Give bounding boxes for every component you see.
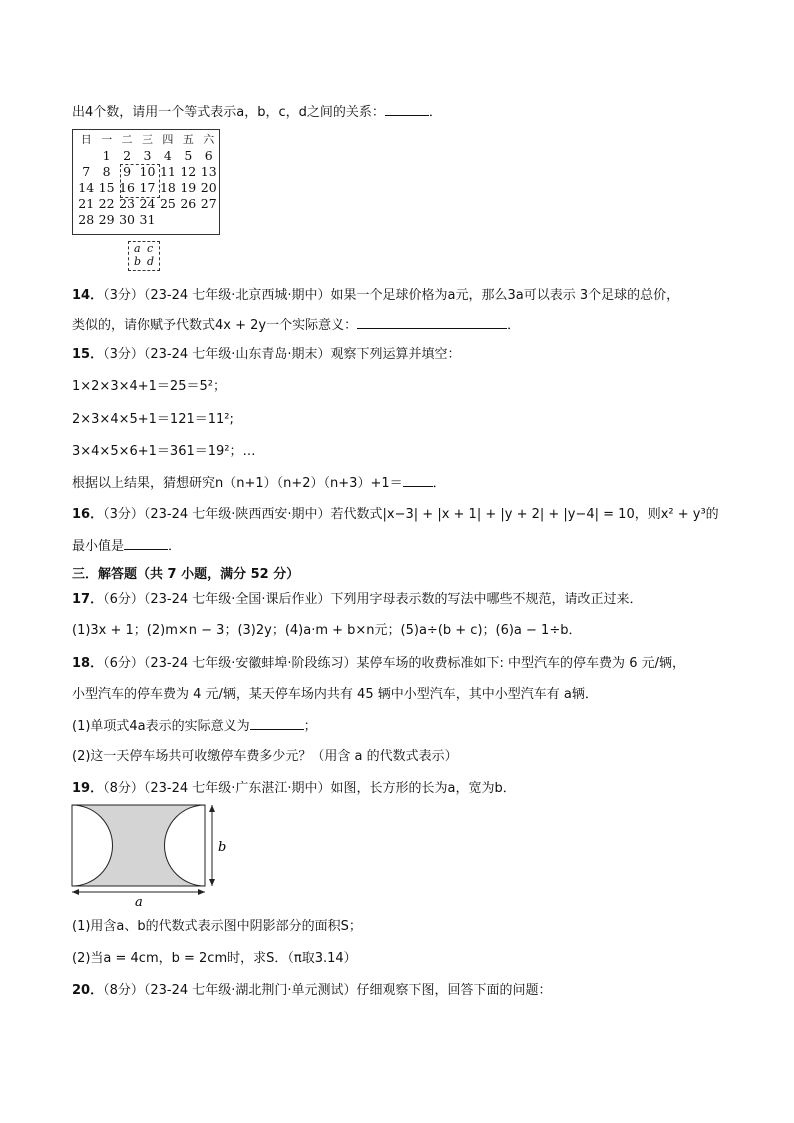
calendar-cell: 2 — [123, 148, 132, 163]
calendar-cell: 4 — [163, 148, 172, 163]
calendar-cell: 21 — [78, 196, 95, 211]
q20-number: 20． — [72, 983, 104, 998]
intro-line: 出4个数，请用一个等式表示a，b，c，d之间的关系： ． — [72, 102, 442, 123]
calendar-cell: 12 — [180, 164, 197, 179]
calendar-cell: 18 — [159, 180, 176, 195]
q14-text2: 类似的，请你赋予代数式4x + 2y一个实际意义： — [72, 318, 358, 333]
calendar-cell: 29 — [98, 212, 115, 227]
calendar-cell: 1 — [102, 148, 111, 163]
q18-sub1: (1)单项式4a表示的实际意义为 — [72, 719, 250, 734]
q18-text1: 某停车场的收费标准如下: 中型汽车的停车费为 6 元/辆， — [356, 656, 685, 671]
q17-line1 — [72, 590, 643, 610]
q18-sub2: (2)这一天停车场共可收缴停车费多少元？（用含 a 的代数式表示） — [72, 749, 458, 764]
q15-eq1: 1×2×3×4+1＝25＝5²； — [72, 379, 226, 394]
calendar-cell: 23 — [119, 196, 135, 211]
q14-meta: （3分）（23-24 七年级·北京西城·期中） — [103, 288, 331, 303]
q14-answer-blank — [357, 315, 507, 329]
calendar-row — [76, 196, 219, 212]
q17-meta: （6分）（23-24 七年级·全国·课后作业） — [103, 592, 331, 607]
q19-meta: （8分）（23-24 七年级·广东湛江·期中） — [103, 781, 331, 796]
calendar-header-cell: 二 — [121, 133, 133, 146]
calendar-cell: 24 — [139, 196, 156, 211]
calendar-cell: 9 — [123, 164, 132, 179]
q19-sub1: (1)用含a、b的代数式表示图中阴影部分的面积S； — [72, 919, 362, 934]
calendar-row — [76, 212, 219, 228]
q14-line2: 类似的，请你赋予代数式4x + 2y一个实际意义： ． — [72, 315, 520, 336]
q18-answer-blank — [250, 716, 304, 730]
calendar-cell: 22 — [98, 196, 115, 211]
q14-line1 — [72, 286, 679, 306]
calendar-cell: 6 — [204, 148, 213, 163]
q15-meta: （3分）（23-24 七年级·山东青岛·期末） — [103, 347, 331, 362]
q17-number: 17． — [72, 592, 104, 607]
label-b: b — [134, 255, 142, 268]
calendar-cell: 28 — [78, 212, 95, 227]
label-a: a — [134, 242, 141, 255]
b-arrow-bottom — [209, 879, 215, 886]
q15-text: 观察下列运算并填空： — [330, 347, 461, 362]
calendar-cell: 30 — [119, 212, 135, 227]
q19-text: 如图，长方形的长为a，宽为b． — [330, 781, 516, 796]
q18-line1 — [72, 654, 685, 674]
calendar-header — [76, 132, 219, 148]
calendar-cell: 27 — [200, 196, 217, 211]
calendar-cell: 8 — [102, 164, 111, 179]
q15-line1 — [72, 345, 461, 365]
q16-line1 — [72, 505, 719, 525]
a-arrow-left — [72, 889, 79, 895]
q19-number: 19． — [72, 781, 104, 796]
calendar-header-cell: 一 — [101, 133, 113, 146]
q18-meta: （6分）（23-24 七年级·安徽蚌埠·阶段练习） — [103, 656, 357, 671]
b-arrow-top — [209, 805, 215, 812]
q14-number: 14． — [72, 288, 104, 303]
q17-items: (1)3x + 1；(2)m×n − 3；(3)2y；(4)a·m + b×n元；(5)a÷(b + c)；(6)a − 1÷b． — [72, 623, 582, 638]
calendar-cell: 26 — [180, 196, 197, 211]
q15-eq3: 3×4×5×6+1＝361＝19²；… — [72, 444, 256, 459]
calendar-cell: 19 — [180, 180, 197, 195]
calendar-header-cell: 四 — [162, 133, 174, 146]
calendar-cell — [158, 212, 178, 228]
calendar-cell: 16 — [119, 180, 135, 195]
calendar-cell: 7 — [82, 164, 91, 179]
q16-line2: 最小值是 ． — [72, 536, 181, 557]
calendar-cell: 14 — [78, 180, 95, 195]
q19-rectangle-figure — [70, 803, 240, 911]
calendar-cell — [178, 212, 198, 228]
calendar-cell: 10 — [139, 164, 156, 179]
calendar-table — [72, 129, 220, 235]
q16-text2: 最小值是 — [72, 539, 125, 554]
abcd-box — [128, 241, 160, 271]
label-c: c — [147, 242, 154, 255]
calendar-header-cell: 五 — [182, 133, 194, 146]
q15-answer-blank — [403, 473, 433, 487]
q16-meta: （3分）（23-24 七年级·陕西西安·期中） — [103, 507, 331, 522]
q16-number: 16． — [72, 507, 104, 522]
q20-meta: （8分）（23-24 七年级·湖北荆门·单元测试） — [103, 983, 357, 998]
intro-text: 出4个数，请用一个等式表示a，b，c，d之间的关系： — [72, 105, 385, 120]
q15-number: 15． — [72, 347, 104, 362]
calendar-cell: 15 — [98, 180, 115, 195]
answer-blank — [385, 102, 429, 116]
calendar-cell: 11 — [159, 164, 176, 179]
q16-answer-blank — [124, 536, 168, 550]
section-heading: 三．解答题（共 7 小题，满分 52 分） — [72, 567, 300, 582]
calendar-row — [76, 148, 219, 164]
calendar-cell: 31 — [139, 212, 156, 227]
label-a: a — [135, 895, 143, 910]
calendar-cell: 20 — [200, 180, 217, 195]
calendar-header-cell: 六 — [203, 133, 215, 146]
q18-sub1-line: (1)单项式4a表示的实际意义为 ； — [72, 716, 317, 737]
q19-line1 — [72, 779, 516, 799]
calendar-cell — [199, 212, 219, 228]
calendar-cell: 17 — [139, 180, 156, 195]
q16-text: 若代数式|x−3| + |x + 1| + |y + 2| + |y−4| = 10，则x² + y³的 — [330, 507, 719, 522]
q17-text: 下列用字母表示数的写法中哪些不规范，请改正过来． — [330, 592, 643, 607]
calendar-cell: 5 — [184, 148, 193, 163]
q20-line1 — [72, 981, 552, 1001]
calendar-cell: 3 — [143, 148, 152, 163]
calendar-cell: 25 — [159, 196, 176, 211]
calendar-header-cell: 三 — [141, 133, 153, 146]
label-d: d — [147, 255, 155, 268]
q18-number: 18． — [72, 656, 104, 671]
calendar-header-cell: 日 — [80, 133, 92, 146]
calendar-cell — [76, 148, 96, 164]
calendar-cell: 13 — [200, 164, 217, 179]
label-b: b — [218, 840, 227, 855]
q18-text2: 小型汽车的停车费为 4 元/辆，某天停车场内共有 45 辆中小型汽车，其中小型汽车有 a辆． — [72, 687, 598, 702]
q15-conclusion-line: 根据以上结果，猜想研究n（n+1）（n+2）（n+3）+1＝ ． — [72, 473, 446, 494]
a-arrow-right — [198, 889, 205, 895]
q15-conclusion: 根据以上结果，猜想研究n（n+1）（n+2）（n+3）+1＝ — [72, 476, 403, 491]
q14-text1: 如果一个足球价格为a元，那么3a可以表示 3个足球的总价， — [330, 288, 680, 303]
q15-eq2: 2×3×4×5+1＝121＝11²; — [72, 412, 234, 427]
calendar-selection-box — [120, 164, 160, 198]
q20-text: 仔细观察下图，回答下面的问题： — [356, 983, 552, 998]
q19-sub2: (2)当a = 4cm，b = 2cm时，求S．（π取3.14） — [72, 951, 357, 966]
